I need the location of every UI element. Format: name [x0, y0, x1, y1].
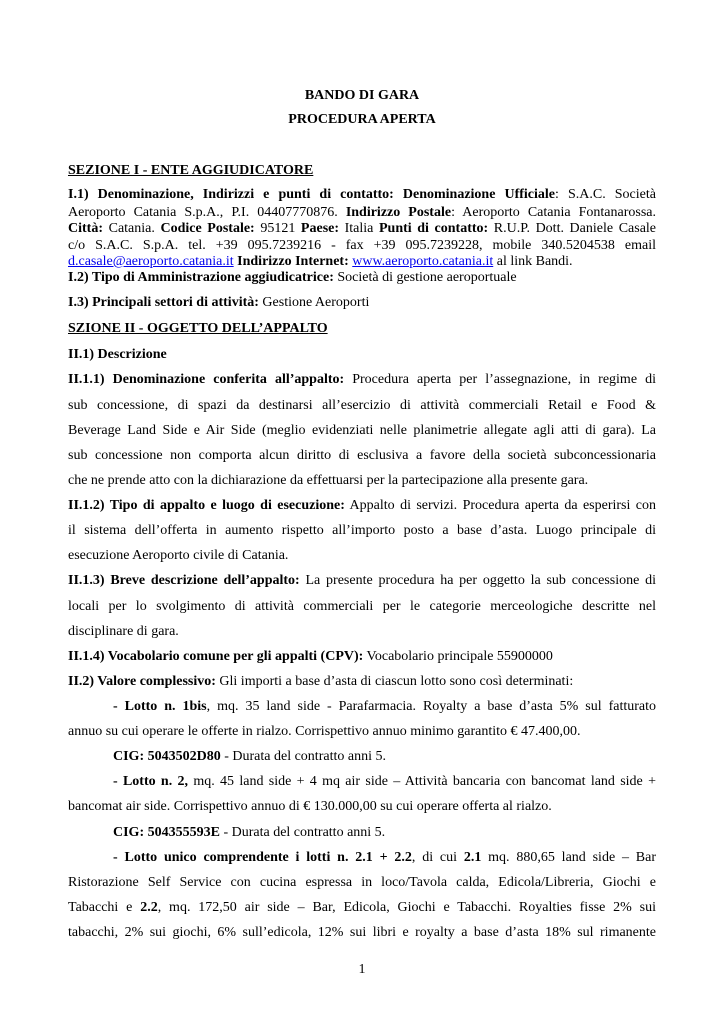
lotto-3-line-2: Ristorazione Self Service con cucina espressa in loco/Tavola calda, Edicola/Libreria, Giochi e — [68, 875, 656, 890]
ii13-line-1: II.1.3) Breve descrizione dell’appalto: La presente procedura ha per oggetto la sub concessione di — [68, 573, 656, 588]
doc-title: BANDO DI GARA — [304, 88, 420, 103]
cig-1-line: CIG: 5043502D80 - Durata del contratto anni 5. — [113, 749, 386, 764]
i1-line-5: d.casale@aeroporto.catania.it Indirizzo Internet: www.aeroporto.catania.it al link Bandi. — [68, 254, 573, 269]
lotto-3-line-3: Tabacchi e 2.2, mq. 172,50 air side – Bar, Edicola, Giochi e Tabacchi. Royalties fisse 2% sui — [68, 900, 656, 915]
ii13-line-2: locali per lo svolgimento di attività commerciali per le categorie merceologiche descritte nel — [68, 599, 656, 614]
page-number: 1 — [358, 962, 366, 977]
website-link[interactable]: www.aeroporto.catania.it — [352, 254, 494, 269]
section-2-title: SZIONE II - OGGETTO DELL’APPALTO — [68, 321, 328, 336]
ii1-heading: II.1) Descrizione — [68, 347, 167, 362]
i1-line-1: I.1) Denominazione, Indirizzi e punti di contatto: Denominazione Ufficiale: S.A.C. Società — [68, 187, 656, 202]
ii14-line: II.1.4) Vocabolario comune per gli appalti (CPV): Vocabolario principale 55900000 — [68, 649, 553, 664]
ii11-line-5: che ne prende atto con la dichiarazione da effettuarsi per la partecipazione alla presente gara. — [68, 473, 589, 488]
doc-subtitle: PROCEDURA APERTA — [288, 112, 436, 127]
lotto-2-line-1: - Lotto n. 2, mq. 45 land side + 4 mq air side – Attività bancaria con bancomat land side + — [113, 774, 656, 789]
lotto-3-line-4: tabacchi, 2% sui giochi, 6% sull’edicola, 12% sui libri e royalty a base d’asta 18% sul rimanente — [68, 925, 656, 940]
ii11-line-2: sub concessione, di spazi da destinarsi all’esercizio di attività commerciali Retail e Food & — [68, 398, 656, 413]
email-link[interactable]: d.casale@aeroporto.catania.it — [68, 254, 234, 269]
i3-line: I.3) Principali settori di attività: Gestione Aeroporti — [68, 295, 370, 310]
ii12-line-1: II.1.2) Tipo di appalto e luogo di esecuzione: Appalto di servizi. Procedura aperta da esperirsi con — [68, 498, 657, 513]
ii12-line-2: il sistema dell’offerta in aumento rispetto all’importo posto a base d’asta. Luogo principale di — [68, 523, 656, 538]
ii11-line-4: sub concessione non comporta alcun diritto di esclusiva a favore della società subconcessionaria — [68, 448, 656, 463]
i1-line-2: Aeroporto Catania S.p.A., P.I. 04407770876. Indirizzo Postale: Aeroporto Catania Fontanarossa. — [68, 205, 656, 220]
lotto-1-line-2: annuo su cui operare le offerte in rialzo. Corrispettivo annuo minimo garantito € 47.400,00. — [68, 724, 581, 739]
i2-line: I.2) Tipo di Amministrazione aggiudicatrice: Società di gestione aeroportuale — [68, 270, 517, 285]
ii2-line: II.2) Valore complessivo: Gli importi a base d’asta di ciascun lotto sono così determinati: — [68, 674, 574, 689]
ii11-line-1: II.1.1) Denominazione conferita all’appalto: Procedura aperta per l’assegnazione, in regime di — [68, 372, 656, 387]
lotto-1-line-1: - Lotto n. 1bis, mq. 35 land side - Parafarmacia. Royalty a base d’asta 5% sul fatturato — [113, 699, 657, 714]
i1-line-3: Città: Catania. Codice Postale: 95121 Paese: Italia Punti di contatto: R.U.P. Dott. Daniele Casale — [68, 221, 657, 236]
lotto-3-line-1: - Lotto unico comprendente i lotti n. 2.1 + 2.2, di cui 2.1 mq. 880,65 land side – Bar — [113, 850, 656, 865]
ii11-line-3: Beverage Land Side e Air Side (meglio evidenziati nelle planimetrie allegate agli atti di gara). La — [68, 423, 656, 438]
ii12-line-3: esecuzione Aeroporto civile di Catania. — [68, 548, 289, 563]
ii13-line-3: disciplinare di gara. — [68, 624, 179, 639]
i1-line-4: c/o S.A.C. S.p.A. tel. +39 095.7239216 - fax +39 095.7239228, mobile 340.5204538 email — [68, 238, 656, 253]
cig-2-line: CIG: 504355593E - Durata del contratto anni 5. — [113, 825, 386, 840]
section-1-title: SEZIONE I - ENTE AGGIUDICATORE — [68, 163, 314, 178]
lotto-2-line-2: bancomat air side. Corrispettivo annuo di € 130.000,00 su cui operare offerta al rialzo. — [68, 799, 552, 814]
